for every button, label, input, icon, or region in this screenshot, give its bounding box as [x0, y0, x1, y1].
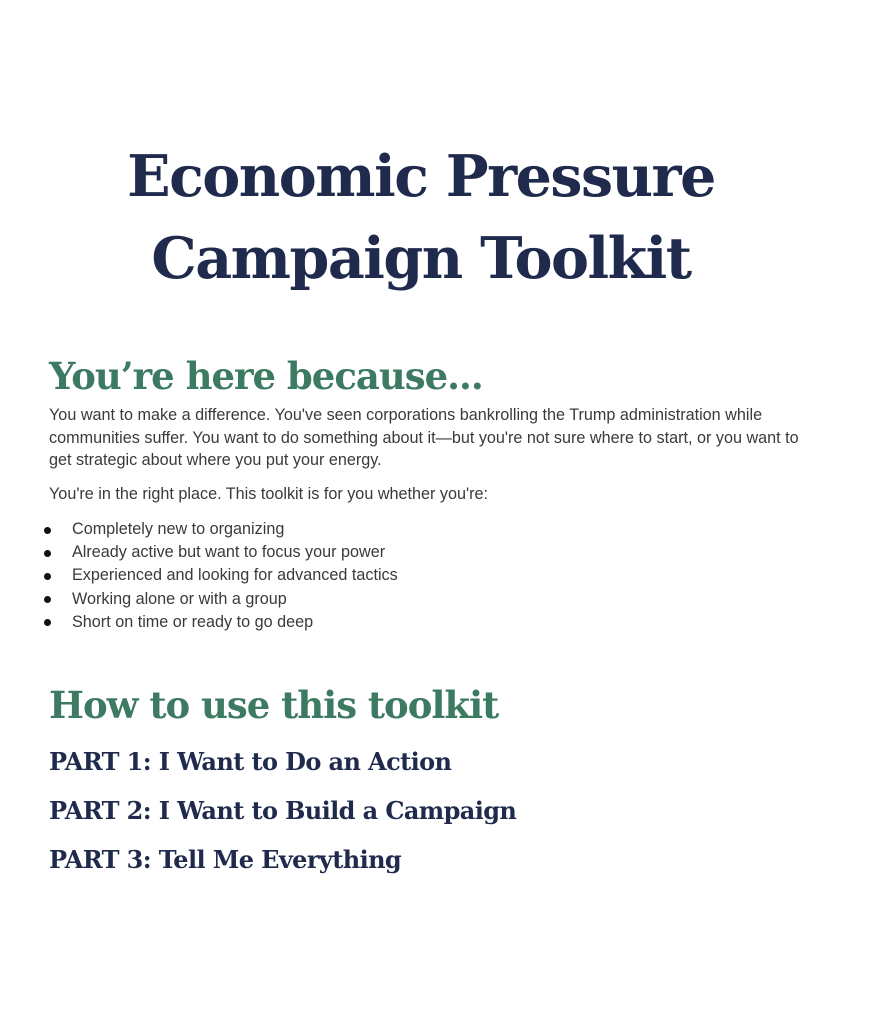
list-item-text: Short on time or ready to go deep	[72, 612, 314, 631]
intro-paragraph: You want to make a difference. You've seen corporations bankrolling the Trump administration while communities suffer. You want to do something about it—but you're not sure where to start, or you want to get strategic about where you put your energy.	[49, 406, 799, 469]
bullet-icon	[44, 573, 51, 580]
part-1-link[interactable]: PART 1: I Want to Do an Action	[49, 747, 452, 776]
audience-paragraph: You're in the right place. This toolkit is for you whether you're:	[49, 485, 488, 503]
list-item-text: Working alone or with a group	[72, 589, 287, 608]
part-2-link[interactable]: PART 2: I Want to Build a Campaign	[49, 796, 517, 825]
page-title-line-2: Campaign Toolkit	[151, 225, 691, 292]
list-item	[49, 588, 398, 611]
page-title	[0, 136, 842, 300]
bullet-icon	[44, 550, 51, 557]
list-item	[49, 541, 398, 564]
bullet-icon	[44, 527, 51, 534]
list-item-text: Experienced and looking for advanced tactics	[72, 566, 398, 585]
page-title-line-1: Economic Pressure	[127, 143, 715, 210]
audience-list	[49, 518, 398, 634]
bullet-icon	[44, 619, 51, 626]
list-item-text: Already active but want to focus your power	[72, 543, 386, 562]
list-item	[49, 518, 398, 541]
list-item	[49, 611, 398, 634]
part-3-link[interactable]: PART 3: Tell Me Everything	[49, 845, 402, 874]
section-heading-youre-here: You’re here because...	[49, 354, 483, 398]
bullet-icon	[44, 596, 51, 603]
list-item-text: Completely new to organizing	[72, 520, 285, 538]
section-heading-how-to-use: How to use this toolkit	[49, 683, 499, 727]
list-item	[49, 564, 398, 587]
